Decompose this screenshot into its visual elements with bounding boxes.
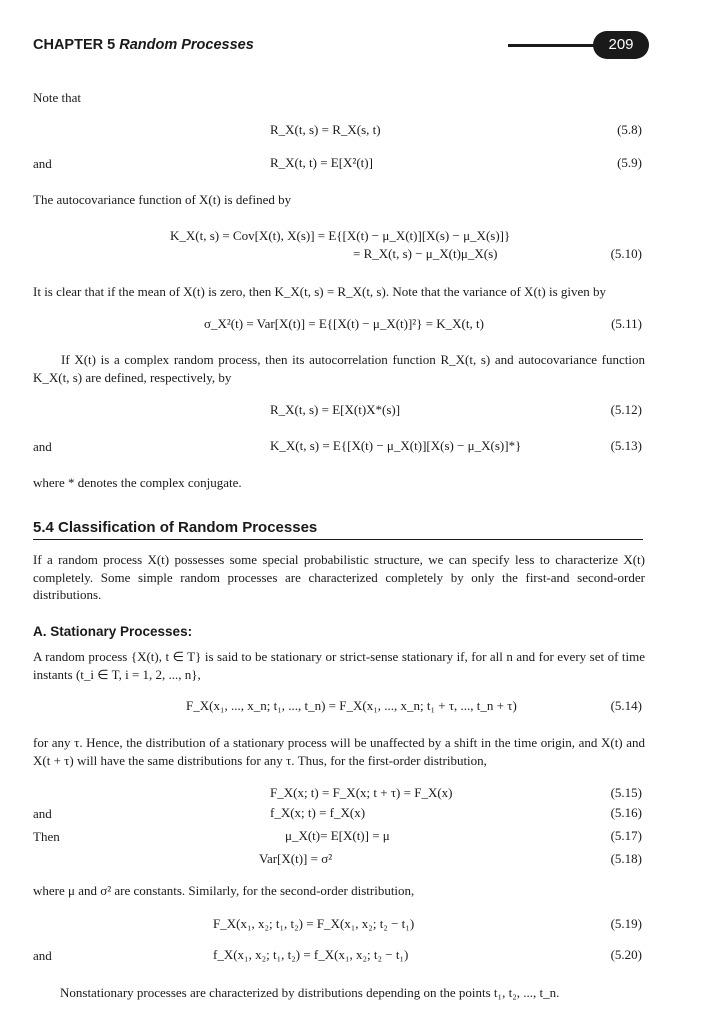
equation-5-16: f_X(x; t) = f_X(x)	[270, 805, 366, 820]
equation-number-5-15: (5.15)	[610, 785, 642, 800]
equation-number-5-20: (5.20)	[610, 947, 642, 962]
and-label-1: and	[33, 156, 52, 171]
classification-paragraph: If a random process X(t) possesses some special probabilistic structure, we can specify less to characterize X(t) completely. Some simple random processes are characterized completely by only the first-and second-order distributions.	[33, 552, 645, 602]
note-that: Note that	[33, 90, 82, 105]
equation-number-5-13: (5.13)	[610, 438, 642, 453]
and-label-3: and	[33, 806, 52, 821]
equation-5-12: R_X(t, s) = E[X(t)X*(s)]	[270, 402, 401, 417]
running-header	[33, 37, 254, 53]
equation-number-5-12: (5.12)	[610, 402, 642, 417]
chapter-title: Random Processes	[119, 37, 254, 53]
equation-5-19: F_X(x₁, x₂; t₁, t₂) = F_X(x₁, x₂; t₂ − t₁)	[213, 916, 415, 931]
equation-number-5-18: (5.18)	[610, 851, 642, 866]
equation-5-14: F_X(x₁, ..., x_n; t₁, ..., t_n) = F_X(x₁, ..., x_n; t₁ + τ, ..., t_n + τ)	[186, 698, 517, 713]
equation-5-10-line-1: K_X(t, s) = Cov[X(t), X(s)] = E{[X(t) − μ_X(t)][X(s) − μ_X(s)]}	[170, 228, 511, 243]
equation-5-11: σ_X²(t) = Var[X(t)] = E{[X(t) − μ_X(t)]²} = K_X(t, t)	[204, 316, 484, 331]
constants-note: where μ and σ² are constants. Similarly, for the second-order distribution,	[33, 883, 415, 898]
equation-number-5-8: (5.8)	[617, 122, 642, 137]
equation-number-5-14: (5.14)	[610, 698, 642, 713]
equation-number-5-11: (5.11)	[611, 316, 642, 331]
equation-5-10-line-2: = R_X(t, s) − μ_X(t)μ_X(s)	[353, 246, 498, 261]
equation-number-5-9: (5.9)	[617, 155, 642, 170]
equation-5-17: μ_X(t)= E[X(t)] = μ	[285, 828, 390, 843]
equation-5-15: F_X(x; t) = F_X(x; t + τ) = F_X(x)	[270, 785, 453, 800]
equation-number-5-16: (5.16)	[610, 805, 642, 820]
page-number: 209	[593, 31, 649, 59]
complex-process-paragraph: If X(t) is a complex random process, then its autocorrelation function R_X(t, s) and autocovariance function K_X(t, s) are defined, respectively, by	[33, 352, 645, 385]
equation-5-13: K_X(t, s) = E{[X(t) − μ_X(t)][X(s) − μ_X(s)]*}	[270, 438, 522, 453]
zero-mean-paragraph: It is clear that if the mean of X(t) is zero, then K_X(t, s) = R_X(t, s). Note that the variance of X(t) is given by	[33, 284, 607, 299]
any-tau-paragraph: for any τ. Hence, the distribution of a stationary process will be unaffected by a shift in the time origin, and X(t) and X(t + τ) will have the same distributions for any τ. Thus, for the first-order distribution,	[33, 735, 645, 768]
equation-number-5-17: (5.17)	[610, 828, 642, 843]
then-label: Then	[33, 829, 60, 844]
equation-number-5-19: (5.19)	[610, 916, 642, 931]
equation-number-5-10: (5.10)	[610, 246, 642, 261]
autocovariance-intro: The autocovariance function of X(t) is defined by	[33, 192, 292, 207]
stationary-definition-paragraph: A random process {X(t), t ∈ T} is said to be stationary or strict-sense stationary if, for all n and for every set of time instants (t_i ∈ T, i = 1, 2, ..., n},	[33, 649, 645, 682]
and-label-2: and	[33, 439, 52, 454]
equation-5-8: R_X(t, s) = R_X(s, t)	[270, 122, 381, 137]
section-heading: 5.4 Classification of Random Processes	[33, 519, 318, 536]
conjugate-note: where * denotes the complex conjugate.	[33, 475, 242, 490]
subsection-heading: A. Stationary Processes:	[33, 624, 193, 639]
equation-5-20: f_X(x₁, x₂; t₁, t₂) = f_X(x₁, x₂; t₂ − t₁)	[213, 947, 409, 962]
section-rule	[33, 539, 643, 540]
nonstationary-note: Nonstationary processes are characterized by distributions depending on the points t₁, t₂, ..., t_n.	[60, 985, 560, 1000]
and-label-4: and	[33, 948, 52, 963]
equation-5-9: R_X(t, t) = E[X²(t)]	[270, 155, 373, 170]
equation-5-18: Var[X(t)] = σ²	[259, 851, 333, 866]
chapter-label: CHAPTER 5	[33, 37, 116, 53]
header-rule	[508, 44, 598, 47]
